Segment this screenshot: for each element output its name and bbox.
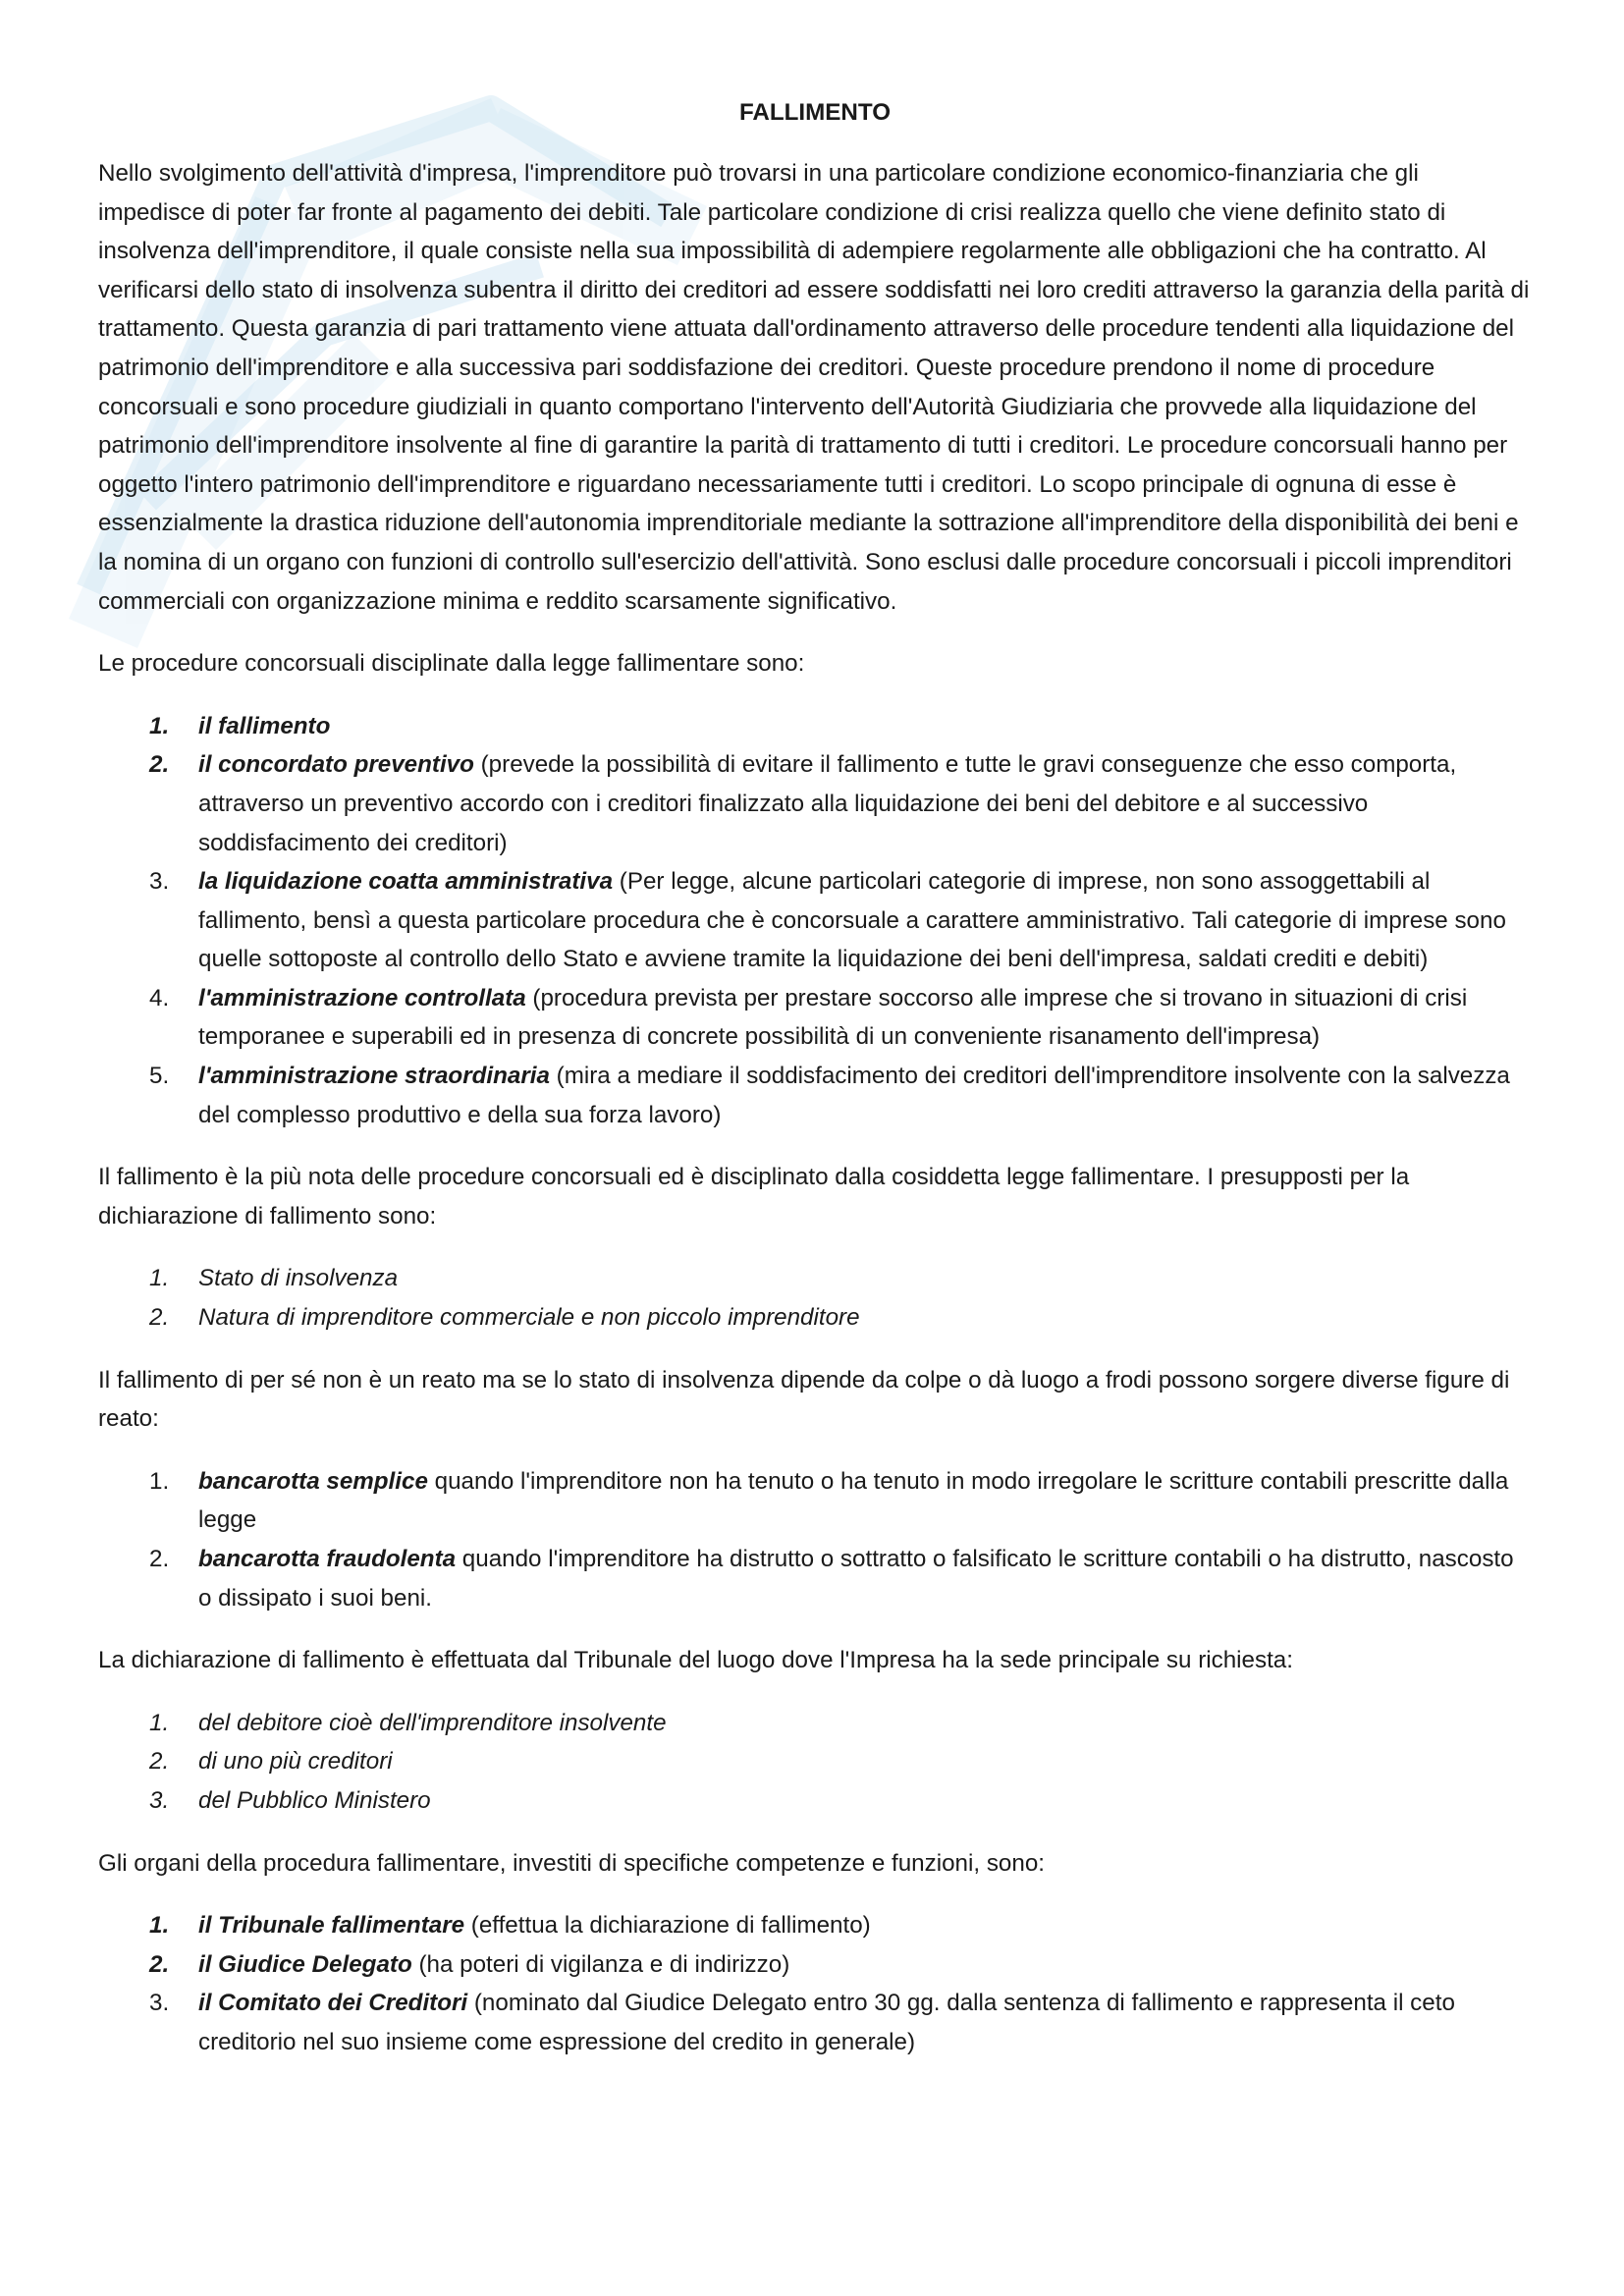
list-item: 3. la liquidazione coatta amministrativa (Per legge, alcune particolari categorie di imprese, non sono assoggettabili al fallimento, bensì a questa particolare procedura che è concorsuale a carattere amministrativo. Tali categorie di imprese sono quelle sottoposte al controllo dello Stato e avviene tramite la liquidazione dei beni dell'impresa, saldati crediti e debiti) — [149, 868, 1506, 973]
list-item: 4. l'amministrazione controllata (procedura prevista per prestare soccorso alle imprese che si trovano in situazioni di crisi temporanee e superabili ed in presenza di concrete possibilità di un conveniente risanamento dell'impresa) — [149, 984, 1468, 1051]
document-page — [98, 93, 1532, 2086]
list-item: 2. di uno più creditori — [149, 1748, 393, 1776]
list-item: 2. il concordato preventivo (prevede la possibilità di evitare il fallimento e tutte le gravi conseguenze che esso comporta, attraverso un preventivo accordo con i creditori finalizzato alla liquidazione dei beni del debitore e al successivo soddisfacimento dei creditori) — [149, 751, 1457, 856]
crimes-intro: Il fallimento di per sé non è un reato ma se lo stato di insolvenza dipende da colpe o dà luogo a frodi possono sorgere diverse figure di reato: — [98, 1366, 1510, 1433]
procedures-intro: Le procedure concorsuali disciplinate dalla legge fallimentare sono: — [98, 650, 805, 678]
organs-list — [98, 1906, 1532, 2061]
list-item: 2. Natura di imprenditore commerciale e non piccolo imprenditore — [149, 1304, 860, 1332]
crimes-list — [98, 1462, 1532, 1617]
list-item: 1. Stato di insolvenza — [149, 1265, 399, 1292]
list-item: 1. bancarotta semplice quando l'imprenditore non ha tenuto o ha tenuto in modo irregolare le scritture contabili prescritte dalla legge — [149, 1467, 1509, 1534]
intro-paragraph: Nello svolgimento dell'attività d'impresa, l'imprenditore può trovarsi in una particolare condizione economico-finanziaria che gli impedisce di poter far fronte al pagamento dei debiti. Tale particolare condizione di crisi realizza quello che viene definito stato di insolvenza dell'imprenditore, il quale consiste nella sua impossibilità di adempiere regolarmente alle obbligazioni che ha contratto. Al verificarsi dello stato di insolvenza subentra il diritto dei creditori ad essere soddisfatti nei loro crediti attraverso la garanzia della parità di trattamento. Questa garanzia di pari trattamento viene attuata dall'ordinamento attraverso delle procedure tendenti alla liquidazione del patrimonio dell'imprenditore e alla successiva pari soddisfazione dei creditori. Queste procedure prendono il nome di procedure concorsuali e sono procedure giudiziali in quanto comportano l'intervento dell'Autorità Giudiziaria che provvede alla liquidazione del patrimonio dell'imprenditore insolvente al fine di garantire la parità di trattamento di tutti i creditori. Le procedure concorsuali hanno per oggetto l'intero patrimonio dell'imprenditore e riguardano necessariamente tutti i creditori. Lo scopo principale di ognuna di esse è essenzialmente la drastica riduzione dell'autonomia imprenditoriale mediante la sottrazione all'imprenditore della disponibilità dei beni e la nomina di un organo con funzioni di controllo sull'esercizio dell'attività. Sono esclusi dalle procedure concorsuali i piccoli imprenditori commerciali con organizzazione minima e reddito scarsamente significativo. — [98, 160, 1530, 615]
procedures-list — [98, 707, 1532, 1135]
list-item: 2. il Giudice Delegato (ha poteri di vigilanza e di indirizzo) — [149, 1950, 790, 1978]
list-item: 5. l'amministrazione straordinaria (mira a mediare il soddisfacimento dei creditori dell'imprenditore insolvente con la salvezza del complesso produttivo e della sua forza lavoro) — [149, 1063, 1510, 1128]
list-item: 1. il fallimento — [149, 712, 331, 739]
list-item: 2. bancarotta fraudolenta quando l'imprenditore ha distrutto o sottratto o falsificato le scritture contabili o ha distrutto, nascosto o dissipato i suoi beni. — [149, 1546, 1514, 1612]
document-title: FALLIMENTO — [738, 99, 892, 126]
requesters-list — [98, 1704, 1532, 1821]
prerequisites-intro: Il fallimento è la più nota delle procedure concorsuali ed è disciplinato dalla cosiddetta legge fallimentare. I presupposti per la dichiarazione di fallimento sono: — [98, 1164, 1410, 1230]
organs-intro: Gli organi della procedura fallimentare, investiti di specifiche competenze e funzioni, sono: — [98, 1849, 1045, 1877]
declaration-intro: La dichiarazione di fallimento è effettuata dal Tribunale del luogo dove l'Impresa ha la sede principale su richiesta: — [98, 1647, 1293, 1674]
prerequisites-list — [98, 1259, 1532, 1337]
list-item: 1. del debitore cioè dell'imprenditore insolvente — [149, 1709, 667, 1736]
list-item: 3. del Pubblico Ministero — [149, 1786, 431, 1814]
list-item: 1. il Tribunale fallimentare (effettua la dichiarazione di fallimento) — [149, 1912, 871, 1940]
list-item: 3. il Comitato dei Creditori (nominato dal Giudice Delegato entro 30 gg. dalla sentenza di fallimento e rappresenta il ceto creditorio nel suo insieme come espressione del credito in generale) — [149, 1990, 1455, 2055]
